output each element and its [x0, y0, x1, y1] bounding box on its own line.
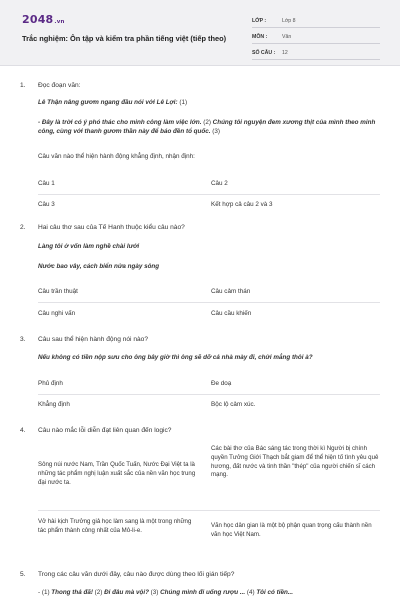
dialogue-bold: Chúng mình đi uống rượu ... [160, 589, 246, 596]
option-b[interactable]: Đe doạ [211, 380, 232, 387]
meta-value: Văn [282, 33, 292, 40]
question-prompt: Câu nào mắc lỗi diễn đạt liên quan đến logic? [38, 427, 172, 434]
question-number: 2. [20, 224, 26, 231]
option-c[interactable]: Câu nghi vấn [38, 310, 76, 317]
option-b[interactable]: Các bài thơ của Bác sáng tác trong thời kì Người bị chính quyền Tưởng Giới Thạch bắt giam để thể hiện tố tình yêu quê hương, đất nước và tinh thần "thép" của người chiến sĩ cách mạng. [211, 445, 379, 479]
option-c[interactable]: Khẳng định [38, 401, 70, 408]
meta-label: LỚP : [252, 17, 267, 24]
question-prompt: Câu sau thể hiện hành động nói nào? [38, 336, 148, 343]
option-c[interactable]: Vở hài kịch Trưởng giả học làm sang là một trong những tác phẩm thành công nhất của Mô-li-e. [38, 518, 192, 534]
verse-line-2: Nước bao vây, cách biển nửa ngày sông [38, 263, 160, 270]
option-a[interactable]: Phủ định [38, 380, 63, 387]
option-d[interactable]: Bộc lộ cảm xúc. [211, 401, 256, 408]
option-b[interactable]: Câu 2 [211, 180, 228, 187]
meta-row-subject [252, 30, 380, 44]
option-d[interactable]: Văn học dân gian là một bộ phận quan trọng cấu thành nền văn học Việt Nam. [211, 522, 372, 538]
option-d[interactable]: Kết hợp cả câu 2 và 3 [211, 201, 273, 208]
passage-line-1 [38, 99, 380, 108]
logo-suffix: .vn [54, 19, 65, 25]
option-b[interactable]: Câu cảm thán [211, 288, 251, 295]
meta-label: SỐ CÂU : [252, 49, 276, 56]
meta-info [252, 14, 380, 62]
verse-line-1: Làng tôi ở vốn làm nghề chài lưới [38, 243, 140, 250]
question-prompt: Trong các câu văn dưới đây, câu nào được dùng theo lối gián tiếp? [38, 571, 235, 578]
question-text: Câu văn nào thể hiện hành động khẳng định, nhận định: [38, 153, 195, 160]
dialogue-bold: Thong thả đã! [51, 589, 93, 596]
divider [38, 302, 380, 303]
question-prompt: Hai câu thơ sau của Tế Hanh thuộc kiểu câu nào? [38, 224, 185, 231]
option-a[interactable]: Câu trần thuật [38, 288, 78, 295]
page-header [0, 0, 400, 66]
line-marker: (3) [148, 589, 161, 596]
passage-bold: Lê Thận nâng gươm ngang đầu nói với Lê Lợi: [38, 99, 178, 106]
question-number: 1. [20, 82, 26, 89]
page-title: Trắc nghiệm: Ôn tập và kiểm tra phần tiếng việt (tiếp theo) [22, 34, 227, 43]
question-number: 5. [20, 571, 26, 578]
logo-text: 2048 [22, 13, 54, 26]
passage-marker: (1) [177, 99, 188, 106]
meta-row-class [252, 14, 380, 28]
passage-marker: (3) [210, 127, 220, 135]
meta-value: Lớp 8 [282, 17, 296, 24]
line-marker: - (1) [38, 589, 52, 596]
passage-marker: (2) [201, 119, 213, 126]
quote-text: Nếu không có tiền nộp sưu cho ông bây giờ thì ông sẽ dỡ cả nhà mày đi, chửi mắng thôi à? [38, 354, 313, 361]
question-number: 3. [20, 336, 26, 343]
option-d[interactable]: Câu cầu khiến [211, 310, 252, 317]
passage-bold: - Đây là trời có ý phó thác cho minh công làm việc lớn. [38, 119, 202, 126]
passage-bold: Chúng tôi nguyện đem xương thịt của mình theo minh công, cùng với thanh gươm thần này để báo đền tổ quốc. [38, 119, 376, 135]
divider [38, 194, 380, 195]
dialogue-bold: Tôi có tiền... [256, 589, 294, 596]
divider [38, 510, 380, 511]
dialogue-bold: Đi đâu mà vội? [104, 589, 149, 596]
option-c[interactable]: Câu 3 [38, 201, 55, 208]
meta-value: 12 [282, 49, 288, 56]
question-prompt: Đọc đoạn văn: [38, 82, 81, 89]
meta-row-count [252, 46, 380, 60]
option-a[interactable]: Sông núi nước Nam, Trần Quốc Tuấn, Nước Đại Việt ta là những tác phẩm nghị luận xuất sắc của nền văn học trung đại nước ta. [38, 461, 196, 486]
passage-line-2 [38, 119, 380, 136]
divider [38, 394, 380, 395]
line-marker: (4) [245, 589, 257, 596]
meta-label: MÔN : [252, 33, 268, 40]
line-marker: (2) [92, 589, 105, 596]
dialogue-line [38, 589, 380, 598]
site-logo[interactable] [22, 13, 65, 28]
question-number: 4. [20, 427, 26, 434]
option-a[interactable]: Câu 1 [38, 180, 55, 187]
